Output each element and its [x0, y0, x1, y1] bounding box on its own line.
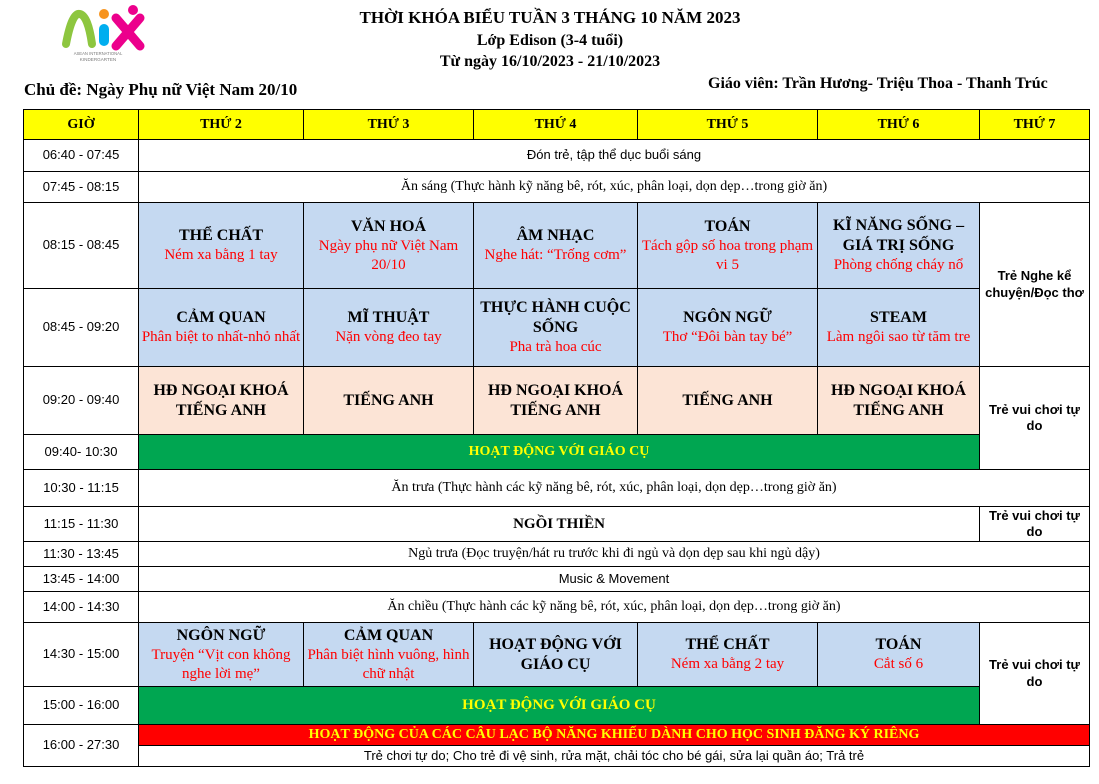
- activity-detail: Ném xa bằng 2 tay: [670, 656, 785, 673]
- activity-cell: [818, 203, 980, 289]
- activity-title: CẢM QUAN: [176, 309, 266, 327]
- time-cell: 09:40- 10:30: [24, 435, 139, 470]
- col-tue: THỨ 3: [304, 110, 474, 140]
- activity-title: NGÔN NGỮ: [683, 309, 772, 327]
- svg-text:KINDERGARTEN: KINDERGARTEN: [79, 57, 117, 62]
- table-row: [24, 507, 1090, 542]
- timetable: [23, 109, 1090, 767]
- activity-title: TOÁN: [875, 636, 922, 654]
- activity-detail: Pha trà hoa cúc: [509, 339, 602, 356]
- activity-title: STEAM: [870, 309, 927, 327]
- table-row: [24, 470, 1090, 507]
- col-time: GIỜ: [24, 110, 139, 140]
- activity-detail: Ngày phụ nữ Việt Nam 20/10: [318, 237, 459, 273]
- time-cell: 14:30 - 15:00: [24, 623, 139, 687]
- table-row: [24, 203, 1090, 289]
- activity-detail: Phân biệt hình vuông, hình chữ nhật: [307, 646, 470, 682]
- time-cell: 14:00 - 14:30: [24, 592, 139, 623]
- saturday-cell: Trẻ vui chơi tự do: [980, 623, 1090, 725]
- activity-cell: [304, 203, 474, 289]
- activity-title: NGÔN NGỮ: [176, 626, 266, 644]
- logo-tagline: ASEAN INTERNATIONAL: [73, 51, 123, 56]
- activity-cell: [818, 289, 980, 367]
- activity-cell: [474, 289, 638, 367]
- activity-cell: [474, 623, 638, 687]
- col-sat: THỨ 7: [980, 110, 1090, 140]
- activity-cell: Ăn sáng (Thực hành kỹ năng bê, rót, xúc, phân loại, dọn dẹp…trong giờ ăn): [139, 172, 1090, 203]
- activity-cell: Ăn trưa (Thực hành các kỹ năng bê, rót, xúc, phân loại, dọn dẹp…trong giờ ăn): [139, 470, 1090, 507]
- activity-cell: [474, 203, 638, 289]
- school-logo: [58, 4, 153, 62]
- activity-cell: [818, 623, 980, 687]
- time-cell: 07:45 - 08:15: [24, 172, 139, 203]
- table-row: [24, 725, 1090, 746]
- activity-title: ÂM NHẠC: [516, 227, 595, 245]
- activity-detail: Thơ “Đôi bàn tay bé”: [662, 329, 793, 346]
- saturday-cell: Trẻ vui chơi tự do: [980, 367, 1090, 470]
- activity-cell: Đón trẻ, tập thể dục buổi sáng: [139, 140, 1090, 172]
- activity-title: MĨ THUẬT: [347, 309, 430, 327]
- activity-cell: TIẾNG ANH: [638, 367, 818, 435]
- table-row: [24, 140, 1090, 172]
- col-wed: THỨ 4: [474, 110, 638, 140]
- activity-cell: HĐ NGOẠI KHOÁ TIẾNG ANH: [474, 367, 638, 435]
- activity-cell: [304, 289, 474, 367]
- table-row: [24, 172, 1090, 203]
- activity-cell: HĐ NGOẠI KHOÁ TIẾNG ANH: [818, 367, 980, 435]
- activity-detail: Ném xa bằng 1 tay: [164, 247, 278, 264]
- time-cell: 16:00 - 27:30: [24, 725, 139, 767]
- time-cell: 11:15 - 11:30: [24, 507, 139, 542]
- activity-cell: [304, 623, 474, 687]
- table-row: [24, 592, 1090, 623]
- time-cell: 08:45 - 09:20: [24, 289, 139, 367]
- activity-title: THỂ CHẤT: [178, 227, 263, 245]
- activity-title: VĂN HOÁ: [350, 217, 427, 235]
- activity-cell: HOẠT ĐỘNG VỚI GIÁO CỤ: [139, 687, 980, 725]
- theme-label: Chủ đề: Ngày Phụ nữ Việt Nam 20/10: [24, 80, 298, 99]
- activity-cell: [638, 289, 818, 367]
- activity-cell: [638, 203, 818, 289]
- activity-detail: Phân biệt to nhất-nhỏ nhất: [141, 329, 301, 346]
- activity-cell: Trẻ chơi tự do; Cho trẻ đi vệ sinh, rửa mặt, chải tóc cho bé gái, sửa lại quần áo; Trả trẻ: [139, 746, 1090, 767]
- table-row: [24, 623, 1090, 687]
- activity-detail: Tách gộp số hoa trong phạm vi 5: [641, 237, 814, 273]
- time-cell: 06:40 - 07:45: [24, 140, 139, 172]
- table-row: [24, 687, 1090, 725]
- table-row: [24, 542, 1090, 567]
- time-cell: 15:00 - 16:00: [24, 687, 139, 725]
- activity-cell: Ăn chiều (Thực hành các kỹ năng bê, rót, xúc, phân loại, dọn dẹp…trong giờ ăn): [139, 592, 1090, 623]
- table-row: [24, 435, 1090, 470]
- activity-detail: Làm ngôi sao từ tăm tre: [826, 329, 971, 346]
- time-cell: 11:30 - 13:45: [24, 542, 139, 567]
- teachers-label: Giáo viên: Trần Hương- Triệu Thoa - Thanh Trúc: [708, 75, 1048, 92]
- activity-cell: [139, 203, 304, 289]
- time-cell: 09:20 - 09:40: [24, 367, 139, 435]
- activity-detail: Nặn vòng đeo tay: [335, 329, 442, 346]
- activity-detail: Truyện “Vịt con không nghe lời mẹ”: [151, 646, 291, 682]
- activity-cell: Music & Movement: [139, 567, 1090, 592]
- activity-title: TOÁN: [704, 217, 751, 235]
- date-range: Từ ngày 16/10/2023 - 21/10/2023: [439, 53, 661, 70]
- activity-title: THỰC HÀNH CUỘC SỐNG: [480, 299, 631, 337]
- activity-title: CẢM QUAN: [343, 626, 434, 644]
- table-row: [24, 367, 1090, 435]
- time-cell: 08:15 - 08:45: [24, 203, 139, 289]
- col-thu: THỨ 5: [638, 110, 818, 140]
- activity-cell: NGỒI THIỀN: [139, 507, 980, 542]
- activity-cell: Ngủ trưa (Đọc truyện/hát ru trước khi đi ngủ và dọn dẹp sau khi ngủ dậy): [139, 542, 1090, 567]
- saturday-cell: Trẻ Nghe kể chuyện/Đọc thơ: [980, 203, 1090, 367]
- activity-detail: Nghe hát: “Trống cơm”: [484, 247, 627, 264]
- activity-detail: Phòng chống cháy nổ: [833, 257, 964, 274]
- table-row: [24, 289, 1090, 367]
- time-cell: 13:45 - 14:00: [24, 567, 139, 592]
- saturday-cell: Trẻ vui chơi tự do: [980, 507, 1090, 542]
- activity-cell: [139, 623, 304, 687]
- activity-cell: TIẾNG ANH: [304, 367, 474, 435]
- time-cell: 10:30 - 11:15: [24, 470, 139, 507]
- activity-cell: HĐ NGOẠI KHOÁ TIẾNG ANH: [139, 367, 304, 435]
- class-name: Lớp Edison (3-4 tuổi): [476, 32, 624, 49]
- activity-title: KĨ NĂNG SỐNG – GIÁ TRỊ SỐNG: [832, 217, 965, 255]
- header-row: [24, 110, 1090, 140]
- activity-cell: HOẠT ĐỘNG VỚI GIÁO CỤ: [139, 435, 980, 470]
- table-row: [24, 746, 1090, 767]
- schedule-title: THỜI KHÓA BIỂU TUẦN 3 THÁNG 10 NĂM 2023: [359, 8, 741, 27]
- activity-detail: Cắt số 6: [873, 656, 924, 673]
- table-row: [24, 567, 1090, 592]
- activity-title: HOẠT ĐỘNG VỚI GIÁO CỤ: [489, 635, 622, 673]
- activity-title: THỂ CHẤT: [685, 636, 770, 654]
- col-fri: THỨ 6: [818, 110, 980, 140]
- activity-cell: [139, 289, 304, 367]
- club-activity-bar: HOẠT ĐỘNG CỦA CÁC CÂU LẠC BỘ NĂNG KHIẾU DÀNH CHO HỌC SINH ĐĂNG KÝ RIÊNG: [139, 725, 1090, 746]
- col-mon: THỨ 2: [139, 110, 304, 140]
- activity-cell: [638, 623, 818, 687]
